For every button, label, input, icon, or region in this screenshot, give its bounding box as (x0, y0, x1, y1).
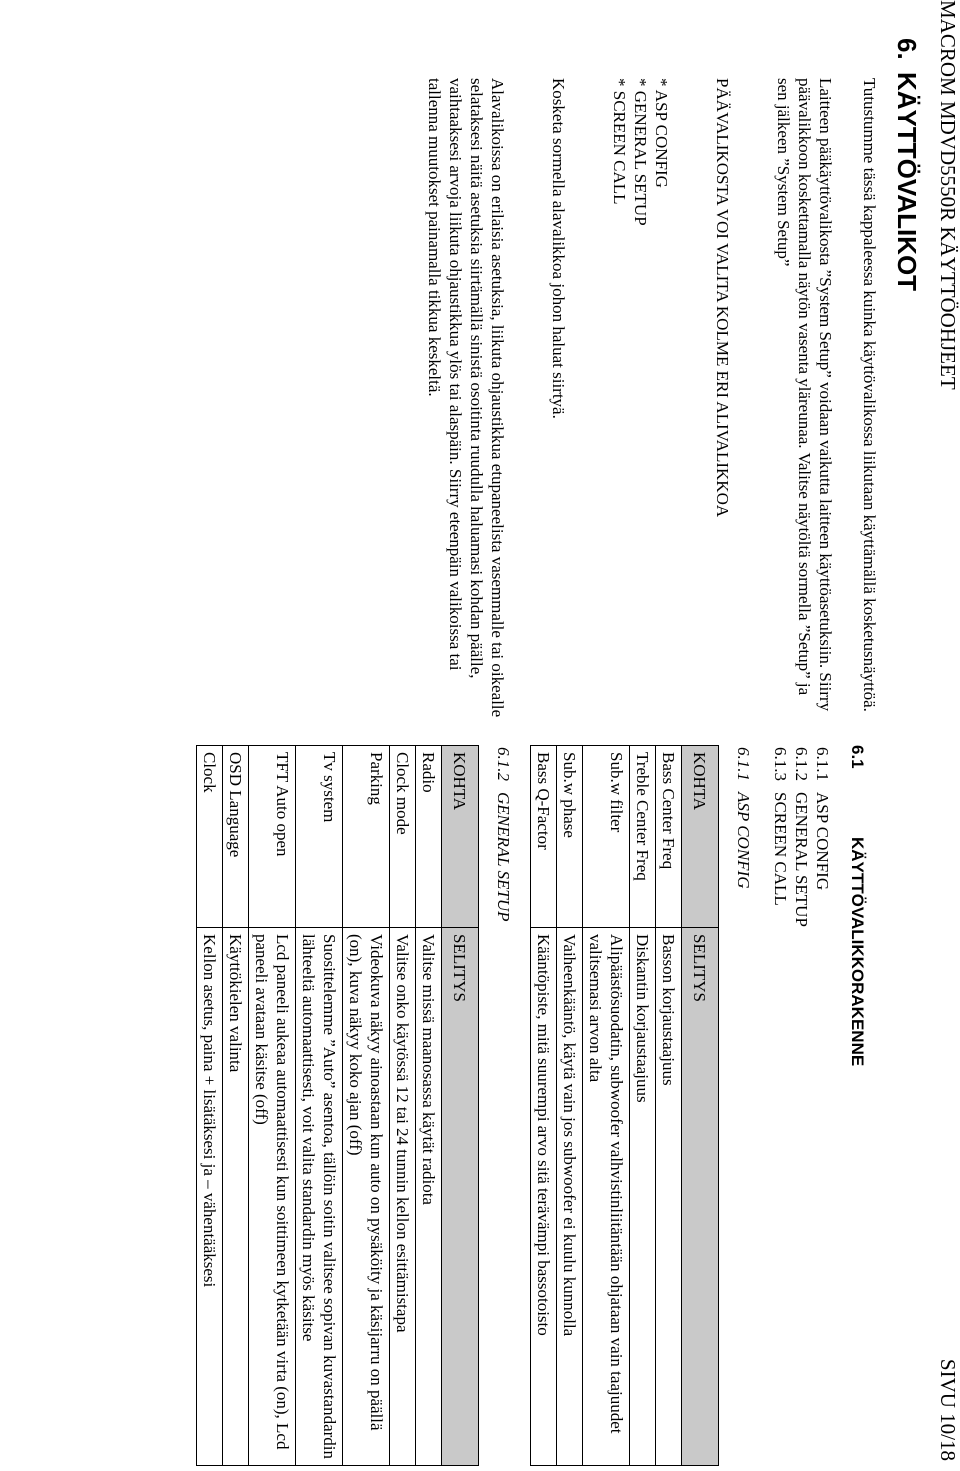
chapter-heading (892, 38, 922, 291)
table-row (531, 746, 557, 1466)
item-cell: Sub.w filter (583, 746, 630, 928)
document-title: MACROM MDVD5550R KÄYTTÖOHJEET (936, 0, 960, 390)
description-cell: Vaiheenkääntö, käytä vain jos subwoofer ei kuulu kunnolla (557, 928, 583, 1466)
toc-item (770, 745, 791, 1465)
page-number: SIVU 10/18 (936, 1358, 960, 1461)
intro-paragraph-3: PÄÄVALIKOSTA VOI VALITA KOLME ERI ALIVALIKKOA (713, 78, 732, 518)
item-cell: Clock mode (390, 746, 416, 928)
toc-list (770, 745, 833, 1465)
table-row (557, 746, 583, 1466)
description-cell: Kääntöpiste, mitä suurempi arvo sitä terävämpi bassotoisto (531, 928, 557, 1466)
description-cell: Suosittelemme ”Auto” asentoa, tällöin soitin valitsee sopivan kuvastandardin lähteeltä automaattisesti, voit valita standardin myös käsitse (296, 928, 343, 1466)
section-title: KÄYTTÖVALIKKORAKENNE (848, 837, 867, 1067)
toc-number: 6.1.3 (771, 747, 790, 781)
item-cell: Sub.w phase (557, 746, 583, 928)
table-row (630, 746, 656, 1466)
item-cell: Radio (416, 746, 442, 928)
subsection-title: GENERAL SETUP (494, 792, 513, 922)
submenu-item: * SCREEN CALL (610, 78, 629, 205)
table-row (296, 746, 343, 1466)
table-header-row (682, 746, 719, 1466)
item-cell: Treble Center Freq (630, 746, 656, 928)
description-cell: Valitse onko käytössä 12 tai 24 tunnin kellon esittämistapa (390, 928, 416, 1466)
section-number: 6.1 (848, 745, 867, 769)
item-cell: Parking (343, 746, 390, 928)
table-row (656, 746, 682, 1466)
table-row (197, 746, 223, 1466)
description-cell: Alipäästösuodatin, subwoofer valhvistinliitäntään ohjataan vain taajuudet valitsemasi arvon alta (583, 928, 630, 1466)
intro-paragraph-1: Tutustumme tässä kappaleessa kuinka käyttövalikossa liikutaan käyttämällä kosketusnäyttöä. (860, 78, 879, 712)
item-cell: Tv system (296, 746, 343, 928)
description-cell: Videokuva näkyy ainoastaan kun auto on pysäköity ja käsijarru on päällä (on), kuva näkyy koko ajan (off) (343, 928, 390, 1466)
toc-number: 6.1.2 (792, 747, 811, 781)
toc-item (791, 745, 812, 1465)
item-cell: Bass Center Freq (656, 746, 682, 928)
item-cell: TFT Auto open (249, 746, 296, 928)
chapter-number: 6. (892, 38, 922, 60)
description-cell: Valitse missä maanosassa käytät radiota (416, 928, 442, 1466)
subsection-number: 6.1.2 (494, 747, 513, 781)
table-header-row (442, 746, 479, 1466)
section-heading (847, 745, 868, 1465)
submenu-item: * GENERAL SETUP (631, 78, 650, 226)
chapter-title: KÄYTTÖVALIKOT (892, 72, 922, 292)
intro-paragraph-5: Alavalikoissa on erilaisia asetuksia, liikuta ohjaustikkua etupaneelista vasemmalle tai oikealle selataksesi näitä asetuksia siirtämällä sinistä osoitinta ruudulla haluamasi kohdan päälle, vaihtaaksesi arvoja liikuta ohjaustikkua ylös tai alaspäin. Siirry eteenpäin valikoissa tai tallenna muutokset painamalla tikkua keskeltä. (425, 78, 507, 718)
asp-config-table (530, 745, 719, 1466)
submenu-item: * ASP CONFIG (652, 78, 671, 188)
column-header-description: SELITYS (682, 928, 719, 1466)
subsection-title: ASP CONFIG (734, 792, 753, 889)
structure-column (196, 745, 868, 1465)
toc-number: 6.1.1 (813, 747, 832, 781)
intro-paragraph-4: Kosketa sormella alavalikkoa johon haluat siirtyä. (549, 78, 568, 419)
description-cell: Lcd paneeli aukeaa automaattisesti kun soittimeen kytketään virta (on), Lcd paneeli avataan käsitse (off) (249, 928, 296, 1466)
toc-item (812, 745, 833, 1465)
item-cell: Clock (197, 746, 223, 928)
table-row (223, 746, 249, 1466)
column-header-item: KOHTA (682, 746, 719, 928)
general-setup-heading (493, 745, 514, 1465)
toc-label: ASP CONFIG (813, 792, 832, 891)
item-cell: OSD Language (223, 746, 249, 928)
column-header-item: KOHTA (442, 746, 479, 928)
description-cell: Diskantin korjaustaajuus (630, 928, 656, 1466)
submenu-list (609, 78, 672, 718)
description-cell: Kellon asetus, paina + lisätäksesi ja – vähentääksesi (197, 928, 223, 1466)
column-header-description: SELITYS (442, 928, 479, 1466)
toc-label: SCREEN CALL (771, 792, 790, 906)
table-row (583, 746, 630, 1466)
table-row (416, 746, 442, 1466)
item-cell: Bass Q-Factor (531, 746, 557, 928)
subsection-number: 6.1.1 (734, 747, 753, 781)
asp-config-heading (733, 745, 754, 1465)
general-setup-table (196, 745, 479, 1466)
table-row (343, 746, 390, 1466)
intro-column (424, 78, 880, 718)
description-cell: Käyttökielen valinta (223, 928, 249, 1466)
description-cell: Basson korjaustaajuus (656, 928, 682, 1466)
table-row (390, 746, 416, 1466)
toc-label: GENERAL SETUP (792, 792, 811, 927)
intro-paragraph-2: Laitteen pääkäyttövalikosta ”System Setup” voidaan vaikutta laitteen käyttöasetuksiin. Siirry päävalikkoon koskettamalla näytön vasenta yläreunaa. Valitse näytöltä sormella ”Setup” ja sen jälkeen ”System Setup” (774, 78, 835, 712)
table-row (249, 746, 296, 1466)
